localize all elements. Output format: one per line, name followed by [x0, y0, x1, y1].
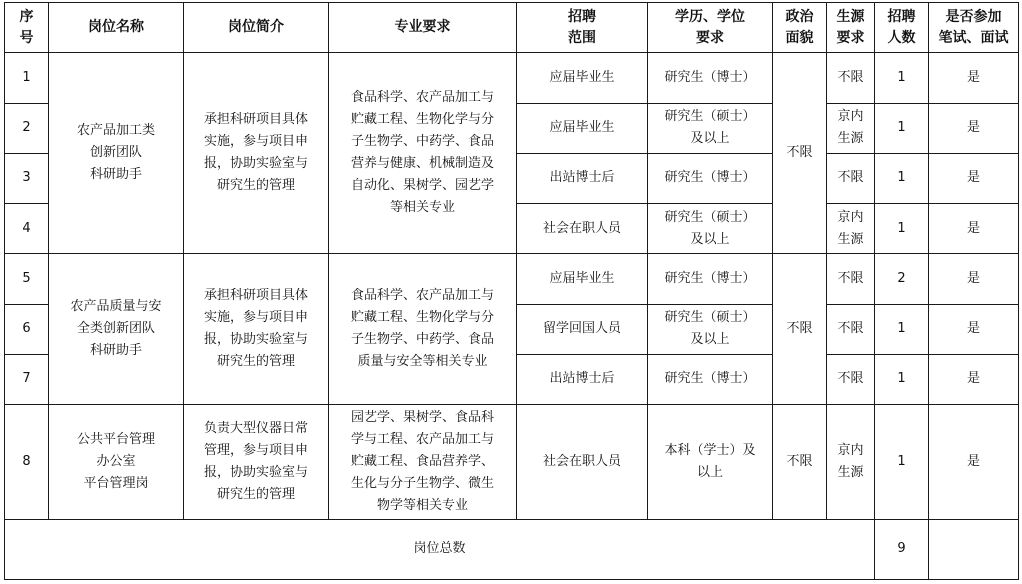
- major-requirement-cell: 园艺学、果树学、食品科 学与工程、农产品加工与 贮藏工程、食品营养学、 生化与分子生物学、微生 物学等相关专业: [329, 405, 517, 520]
- political-status-cell: 不限: [773, 53, 827, 254]
- education-requirement-cell: 研究生（博士）: [648, 153, 773, 203]
- origin-requirement-cell: 不限: [827, 304, 875, 354]
- origin-requirement-cell: 京内 生源: [827, 103, 875, 153]
- table-row: [5, 53, 1019, 103]
- education-requirement-cell: 研究生（硕士） 及以上: [648, 304, 773, 354]
- origin-requirement-cell: 京内 生源: [827, 204, 875, 254]
- headcount-cell: 1: [875, 103, 929, 153]
- seq-cell: 4: [5, 204, 49, 254]
- headcount-cell: 1: [875, 153, 929, 203]
- table-row: [5, 405, 1019, 520]
- seq-cell: 1: [5, 53, 49, 103]
- recruit-scope-cell: 应届毕业生: [517, 254, 648, 304]
- exam-required-cell: 是: [929, 204, 1019, 254]
- headcount-cell: 1: [875, 204, 929, 254]
- education-requirement-cell: 研究生（硕士） 及以上: [648, 103, 773, 153]
- recruit-scope-cell: 出站博士后: [517, 354, 648, 404]
- headcount-cell: 1: [875, 53, 929, 103]
- position-name-cell: 农产品质量与安 全类创新团队 科研助手: [49, 254, 184, 405]
- header-major-requirement: 专业要求: [329, 3, 517, 53]
- table-row: [5, 254, 1019, 304]
- origin-requirement-cell: 不限: [827, 53, 875, 103]
- seq-cell: 6: [5, 304, 49, 354]
- exam-required-cell: 是: [929, 405, 1019, 520]
- header-position-intro: 岗位简介: [184, 3, 329, 53]
- origin-requirement-cell: 不限: [827, 254, 875, 304]
- recruitment-table: [4, 2, 1019, 580]
- exam-required-cell: 是: [929, 103, 1019, 153]
- headcount-cell: 1: [875, 405, 929, 520]
- position-intro-cell: 负责大型仪器日常 管理，参与项目申 报，协助实验室与 研究生的管理: [184, 405, 329, 520]
- political-status-cell: 不限: [773, 405, 827, 520]
- origin-requirement-cell: 不限: [827, 153, 875, 203]
- seq-cell: 3: [5, 153, 49, 203]
- header-row: [5, 3, 1019, 53]
- exam-required-cell: 是: [929, 153, 1019, 203]
- recruit-scope-cell: 社会在职人员: [517, 204, 648, 254]
- origin-requirement-cell: 京内 生源: [827, 405, 875, 520]
- seq-cell: 8: [5, 405, 49, 520]
- headcount-cell: 1: [875, 354, 929, 404]
- education-requirement-cell: 本科（学士）及 以上: [648, 405, 773, 520]
- headcount-cell: 1: [875, 304, 929, 354]
- education-requirement-cell: 研究生（硕士） 及以上: [648, 204, 773, 254]
- recruit-scope-cell: 出站博士后: [517, 153, 648, 203]
- position-name-cell: 农产品加工类 创新团队 科研助手: [49, 53, 184, 254]
- recruit-scope-cell: 应届毕业生: [517, 53, 648, 103]
- major-requirement-cell: 食品科学、农产品加工与 贮藏工程、生物化学与分 子生物学、中药学、食品 营养与健康、机械制造及 自动化、果树学、园艺学 等相关专业: [329, 53, 517, 254]
- total-label-cell: 岗位总数: [5, 519, 875, 579]
- political-status-cell: 不限: [773, 254, 827, 405]
- header-political-status: 政治 面貌: [773, 3, 827, 53]
- origin-requirement-cell: 不限: [827, 354, 875, 404]
- total-exam-cell: [929, 519, 1019, 579]
- seq-cell: 2: [5, 103, 49, 153]
- education-requirement-cell: 研究生（博士）: [648, 53, 773, 103]
- exam-required-cell: 是: [929, 304, 1019, 354]
- header-recruit-scope: 招聘 范围: [517, 3, 648, 53]
- header-exam-required: 是否参加 笔试、面试: [929, 3, 1019, 53]
- header-seq: 序 号: [5, 3, 49, 53]
- exam-required-cell: 是: [929, 254, 1019, 304]
- education-requirement-cell: 研究生（博士）: [648, 254, 773, 304]
- position-name-cell: 公共平台管理 办公室 平台管理岗: [49, 405, 184, 520]
- exam-required-cell: 是: [929, 354, 1019, 404]
- exam-required-cell: 是: [929, 53, 1019, 103]
- position-intro-cell: 承担科研项目具体 实施，参与项目申 报，协助实验室与 研究生的管理: [184, 53, 329, 254]
- headcount-cell: 2: [875, 254, 929, 304]
- seq-cell: 7: [5, 354, 49, 404]
- recruit-scope-cell: 社会在职人员: [517, 405, 648, 520]
- major-requirement-cell: 食品科学、农产品加工与 贮藏工程、生物化学与分 子生物学、中药学、食品 质量与安全等相关专业: [329, 254, 517, 405]
- recruit-scope-cell: 留学回国人员: [517, 304, 648, 354]
- header-headcount: 招聘 人数: [875, 3, 929, 53]
- recruit-scope-cell: 应届毕业生: [517, 103, 648, 153]
- seq-cell: 5: [5, 254, 49, 304]
- position-intro-cell: 承担科研项目具体 实施，参与项目申 报，协助实验室与 研究生的管理: [184, 254, 329, 405]
- header-origin-requirement: 生源 要求: [827, 3, 875, 53]
- header-education-requirement: 学历、学位 要求: [648, 3, 773, 53]
- header-position-name: 岗位名称: [49, 3, 184, 53]
- total-row: [5, 519, 1019, 579]
- total-count-cell: 9: [875, 519, 929, 579]
- education-requirement-cell: 研究生（博士）: [648, 354, 773, 404]
